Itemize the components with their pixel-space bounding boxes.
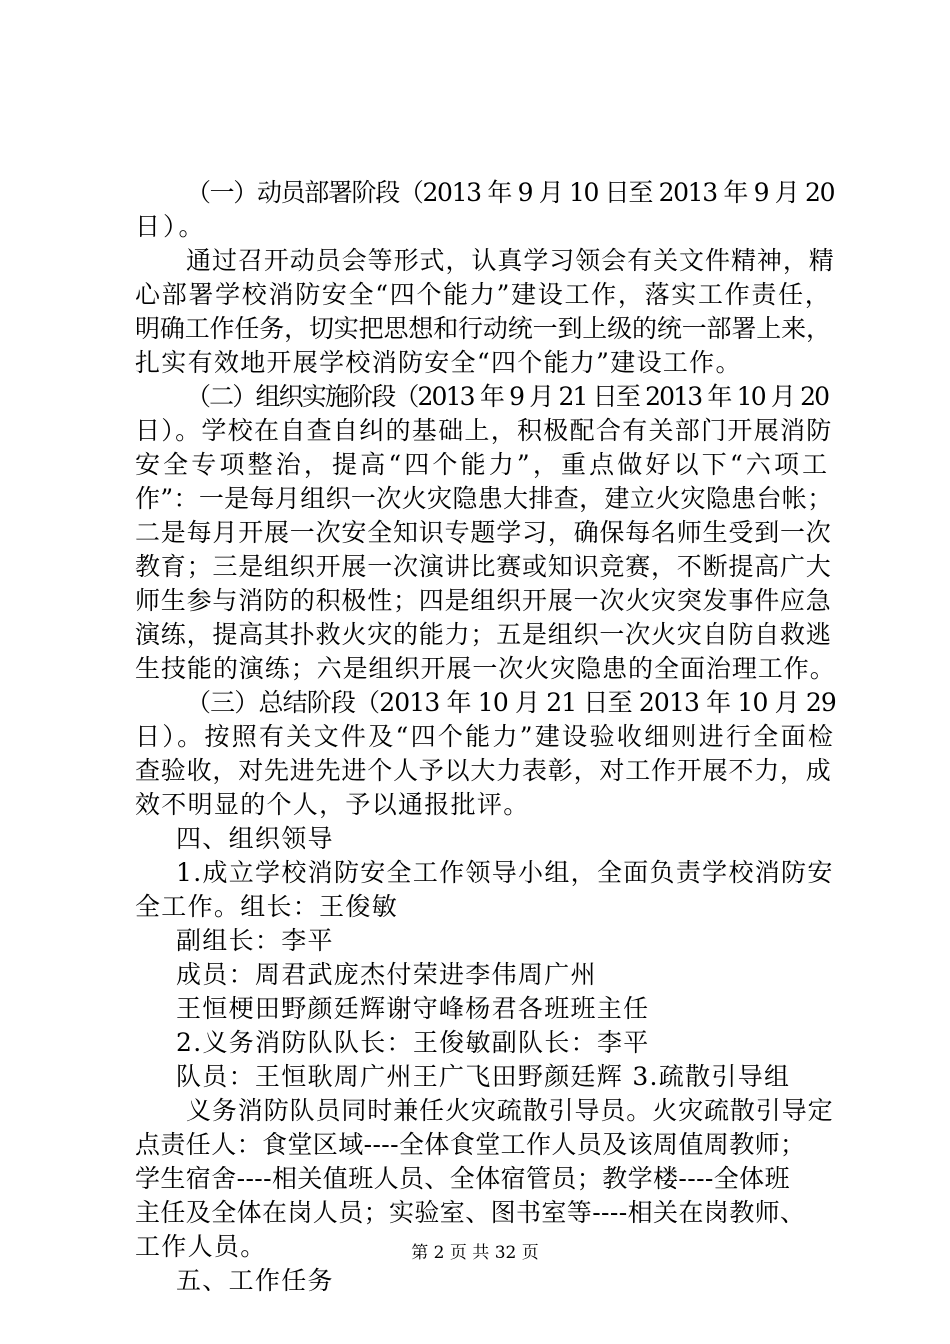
text-line: （二）组织实施阶段（2013 年 9 月 21 日至 2013 年 10 月 20 (186, 382, 829, 411)
text-line: 二是每月开展一次安全知识专题学习，确保每名师生受到一次 (135, 518, 832, 547)
text-line: 作”：一是每月组织一次火灾隐患大排查，建立火灾隐患台帐； (135, 484, 833, 513)
text-line: 2.义务消防队队长：王俊敏副队长：李平 (176, 1028, 650, 1057)
text-line: 队员：王恒耿周广州王广飞田野颜廷辉 3.疏散引导组 (176, 1062, 791, 1091)
text-line: （一）动员部署阶段（2013 年 9 月 10 日至 2013 年 9 月 20 (186, 178, 835, 207)
text-line: 全工作。组长：王俊敏 (135, 892, 399, 921)
text-line: 教育；三是组织开展一次演讲比赛或知识竞赛，不断提高广大 (135, 552, 832, 581)
text-line: 工作人员。 (135, 1232, 267, 1261)
page-number-footer: 第 2 页 共 32 页 (411, 1243, 539, 1263)
text-line: 四、组织领导 (176, 824, 334, 853)
text-line: 扎实有效地开展学校消防安全“四个能力”建设工作。 (135, 348, 742, 377)
text-line: 日）。 (135, 212, 207, 241)
text-line: 心部署学校消防安全“四个能力”建设工作，落实工作责任， (135, 280, 832, 309)
text-line: 学生宿舍----相关值班人员、全体宿管员；教学楼----全体班 (135, 1164, 790, 1193)
text-line: 日）。按照有关文件及“四个能力”建设验收细则进行全面检 (135, 722, 836, 751)
text-line: 安全专项整治，提高“四个能力”，重点做好以下“六项工 (135, 450, 831, 479)
text-line: 义务消防队员同时兼任火灾疏散引导员。火灾疏散引导定 (186, 1096, 834, 1125)
text-line: 五、工作任务 (176, 1266, 334, 1295)
text-line: 成员：周君武庞杰付荣进李伟周广州 (176, 960, 597, 989)
text-line: 生技能的演练；六是组织开展一次火灾隐患的全面治理工作。 (135, 654, 836, 683)
text-line: 1.成立学校消防安全工作领导小组，全面负责学校消防安 (176, 858, 834, 887)
text-line: 师生参与消防的积极性；四是组织开展一次火灾突发事件应急 (135, 586, 832, 615)
text-line: 日）。学校在自查自纠的基础上，积极配合有关部门开展消防 (135, 416, 833, 445)
text-line: 查验收，对先进先进个人予以大力表彰，对工作开展不力，成 (135, 756, 832, 785)
text-line: 明确工作任务，切实把思想和行动统一到上级的统一部署上来， (135, 314, 831, 343)
text-line: 主任及全体在岗人员；实验室、图书室等----相关在岗教师、 (135, 1198, 806, 1227)
text-line: 效不明显的个人，予以通报批评。 (135, 790, 530, 819)
text-line: 副组长：李平 (176, 926, 334, 955)
text-line: 王恒梗田野颜廷辉谢守峰杨君各班班主任 (176, 994, 650, 1023)
text-line: 点责任人：食堂区域----全体食堂工作人员及该周值周教师； (135, 1130, 806, 1159)
text-line: （三）总结阶段（2013 年 10 月 21 日至 2013 年 10 月 29 (186, 688, 836, 717)
text-line: 通过召开动员会等形式，认真学习领会有关文件精神，精 (186, 246, 835, 275)
text-line: 演练，提高其扑救火灾的能力；五是组织一次火灾自防自救逃 (135, 620, 832, 649)
